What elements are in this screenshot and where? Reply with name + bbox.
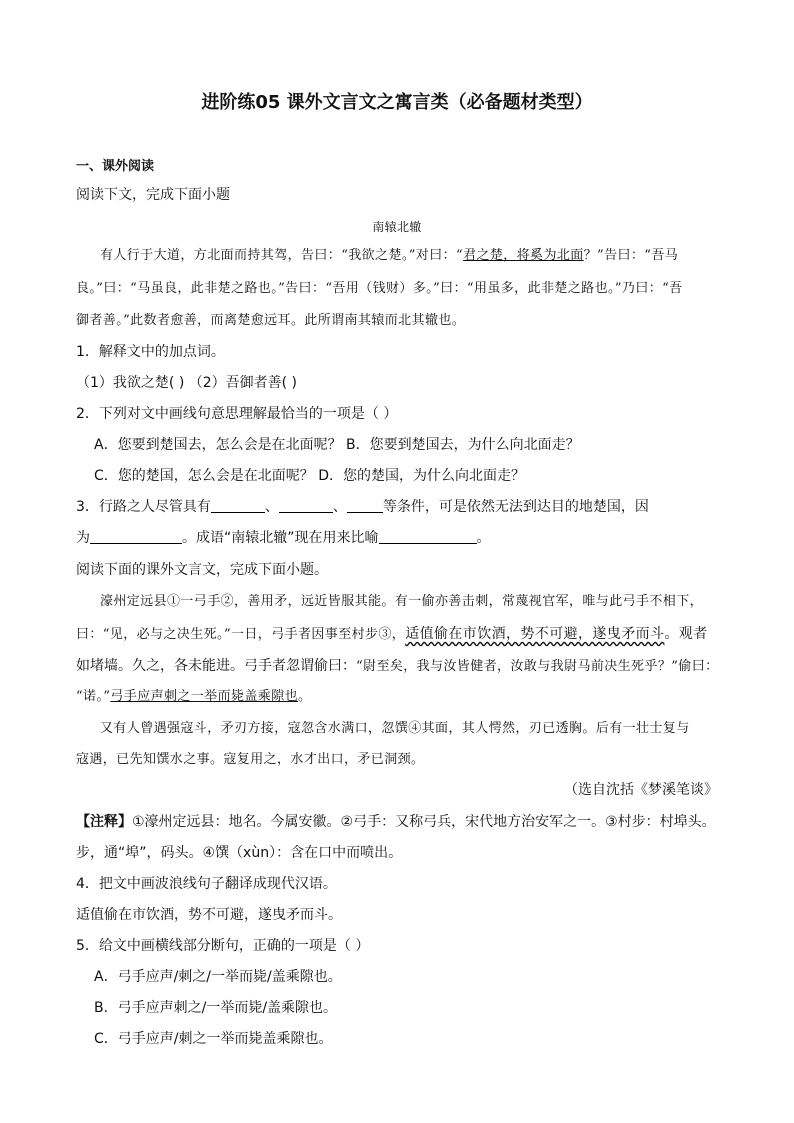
passage2-line-4-text: “诺。”	[76, 689, 111, 704]
answer-blank-2[interactable]	[279, 498, 333, 513]
passage2-para2-line-1: 又有人曾遇强寇斗，矛刃方接，寇忽含水满口，忽馔④其面，其人愕然，刃已透胸。后有一壮士复与	[100, 721, 690, 736]
part1-instruction: 阅读下文，完成下面小题	[76, 187, 230, 203]
question-3-end: 。	[476, 530, 491, 546]
question-3-text: 3．行路之人尽管具有	[76, 499, 211, 515]
passage1-line-3: 御者善。”此数者愈善，而离楚愈远耳。此所谓南其辕而北其辙也。	[76, 313, 466, 328]
underlined-phrase: 弓手应声刺之一举而毙盖乘隙也	[110, 689, 299, 704]
notes-line-2: 步，通“埠”，码头。④馔（xùn）：含在口中而喷出。	[76, 845, 403, 861]
blank-separator: 、	[264, 499, 279, 515]
notes-label: 【注释】	[76, 814, 132, 830]
passage2-para2-line-2: 寇遇，已先知馔水之事。寇复用之，水才出口，矛已洞颈。	[76, 752, 425, 767]
answer-blank-4[interactable]	[90, 529, 182, 544]
question-3-line-2	[76, 529, 491, 547]
question-3-text-line2b: 。成语“南辕北辙”现在用来比喻	[182, 530, 379, 546]
question-3-text-cont: 等条件，可是依然无法到达目的地楚国，因	[382, 499, 649, 515]
question-5-option-b: B．弓手应声刺之/一举而毙/盖乘隙也。	[94, 1000, 338, 1016]
passage2-line-2	[76, 625, 708, 644]
answer-blank-3[interactable]	[347, 498, 383, 513]
passage1-line-1-tail: ？”告曰：“吾马	[583, 248, 679, 263]
passage2-line-3-text: 如堵墙。久之，各未能进。弓手者忽谓偷曰：	[76, 658, 356, 674]
section-heading: 一、课外阅读	[76, 159, 155, 174]
question-5: 5．给文中画横线部分断句，正确的一项是（ ）	[76, 938, 370, 954]
underlined-sentence: 君之楚，将奚为北面	[463, 248, 584, 263]
passage2-line-1: 濠州定远县①一弓手②，善用矛，远近皆服其能。有一偷亦善击刺，常蔑视官军，唯与此弓手不相下，	[100, 594, 704, 609]
passage-title: 南辕北辙	[372, 220, 422, 234]
passage2-line-4	[76, 688, 311, 706]
passage1-line-2: 良。”曰：“马虽良，此非楚之路也。”告曰：“吾用（钱财）多。”曰：“用虽多，此非楚之路也。”乃曰：“吾	[76, 281, 683, 296]
question-2-options-cd: C．您的楚国，怎么会是在北面呢？ D．您的楚国，为什么向北面走？	[94, 468, 526, 484]
question-1: 1．解释文中的加点词。	[76, 344, 225, 360]
question-3-line-1	[76, 498, 649, 516]
answer-blank-5[interactable]	[379, 529, 477, 544]
passage2-line-4-tail: 。	[298, 689, 312, 704]
question-5-option-c: C．弓手应声/刺之一举而毙盖乘隙也。	[94, 1031, 333, 1047]
passage2-line-3-tail: “尉至矣，我与汝皆健者，汝敢与我尉马前决生死乎？”偷曰：	[356, 659, 719, 674]
passage1-line-1	[100, 247, 678, 265]
passage2-line-3	[76, 657, 719, 676]
question-2-options-ab: A．您要到楚国去，怎么会是在北面呢？ B．您要到楚国去，为什么向北面走？	[94, 437, 580, 453]
question-2: 2．下列对文中画线句意思理解最恰当的一项是（ ）	[76, 406, 398, 422]
source-citation: （选自沈括《梦溪笔谈》	[564, 782, 718, 798]
question-4-sentence: 适值偷在市饮酒，势不可避，遂曳矛而斗。	[76, 907, 342, 923]
blank-separator: 、	[332, 499, 347, 515]
notes-line-1	[76, 813, 716, 831]
part2-instruction: 阅读下面的课外文言文，完成下面小题。	[76, 562, 328, 578]
wavy-underlined-sentence: 适值偷在市饮酒，势不可避，遂曳矛而斗	[405, 626, 665, 642]
notes-text: ①濠州定远县：地名。今属安徽。②弓手：又称弓兵，宋代地方治安军之一。③村步：村埠头。	[132, 814, 716, 830]
question-1-items: （1）我欲之楚( ) （2）吾御者善( )	[76, 375, 298, 391]
passage2-line-2-tail: 。观者	[664, 626, 708, 642]
question-5-option-a: A．弓手应声/刺之/一举而毙/盖乘隙也。	[94, 969, 342, 985]
passage2-line-2-text: 曰：“见，必与之决生死。”一日，弓手者因事至村步③，	[76, 627, 406, 642]
question-4: 4．把文中画波浪线句子翻译成现代汉语。	[76, 876, 337, 892]
page-title: 进阶练05 课外文言文之寓言类（必备题材类型）	[201, 92, 593, 113]
passage1-line-1-text: 有人行于大道，方北面而持其驾，告曰：“我欲之楚。”对曰：“	[100, 248, 464, 263]
answer-blank-1[interactable]	[211, 498, 265, 513]
question-3-text-line2: 为	[76, 530, 90, 546]
